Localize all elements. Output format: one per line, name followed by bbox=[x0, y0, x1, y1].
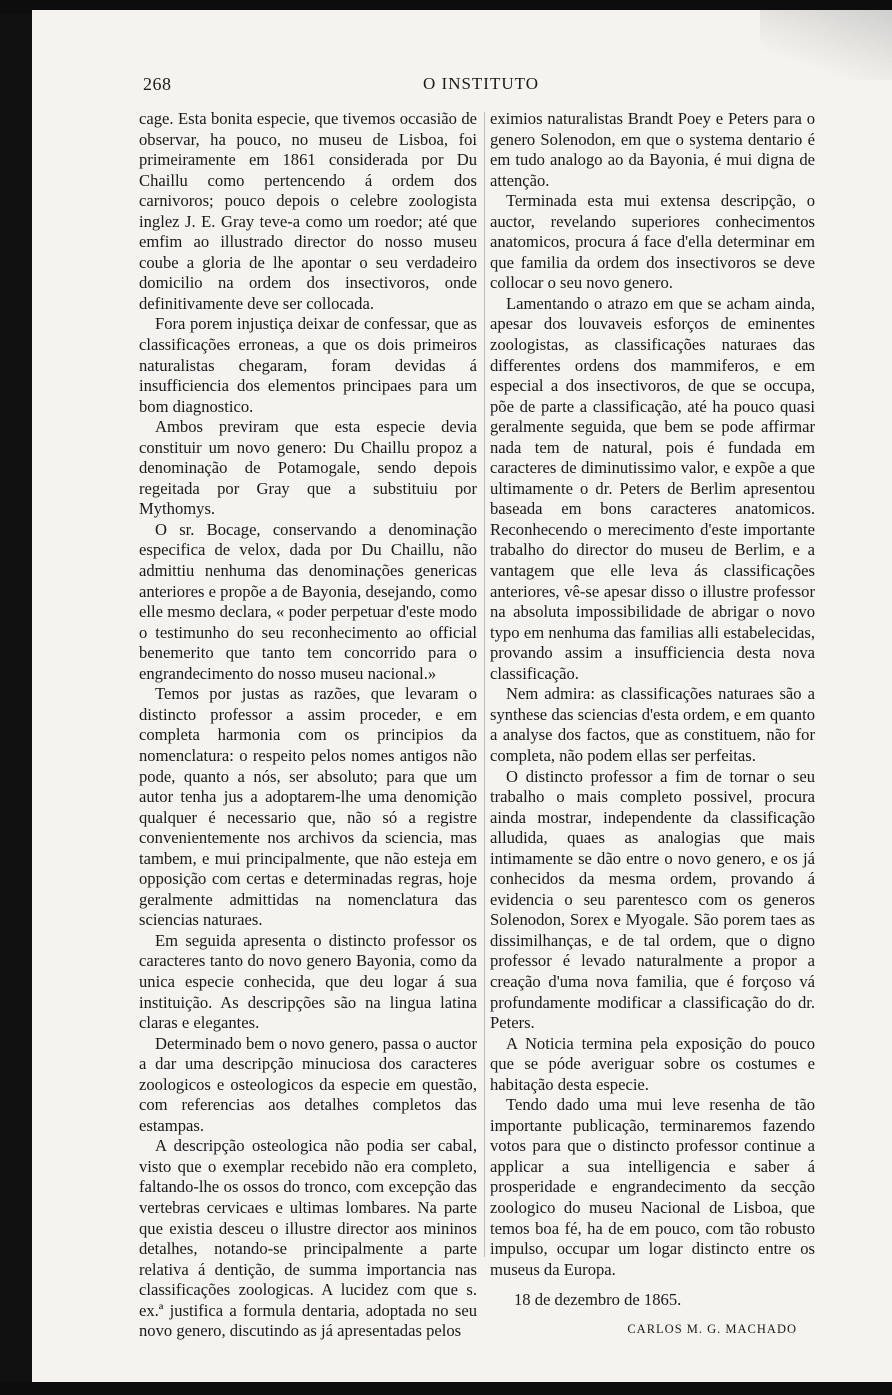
closing-date: 18 de dezembro de 1865. bbox=[514, 1290, 682, 1310]
running-title: O INSTITUTO bbox=[423, 74, 539, 93]
author-signature: CARLOS M. G. MACHADO bbox=[627, 1321, 797, 1336]
paragraph: Em seguida apresenta o distincto professor os caracteres tanto do novo genero Bayonia, como da unica especie conhecida, que deu logar á sua instituição. As descripções são na lingua latina claras e elegantes. bbox=[139, 930, 477, 1033]
paragraph: Nem admira: as classificações naturaes são a synthese das sciencias d'esta ordem, e em quanto a analyse dos factos, que as constituem, não for completa, não podem ellas ser perfeitas. bbox=[490, 684, 815, 765]
paragraph: Ambos previram que esta especie devia constituir um novo genero: Du Chaillu propoz a denominação de Potamogale, sendo depois regeitada por Gray que a substituiu por Mythomys. bbox=[139, 417, 477, 519]
paragraph: cage. Esta bonita especie, que tivemos occasião de observar, ha pouco, no museu de Lisboa, foi primeiramente em 1861 considerada por Du Chaillu como pertencendo á ordem dos carnivoros; pouco depois o celebre zoologista inglez J. E. Gray teve-a como um roedor; até que emfim ao illustrado director do nosso museu coube a gloria de lhe apontar o seu verdadeiro domicilio na ordem dos insectivoros, onde definitivamente deve ser collocada. bbox=[139, 109, 477, 313]
paragraph: O distincto professor a fim de tornar o seu trabalho o mais completo possivel, procura ainda mostrar, independente da classificação alludida, quaes as analogias que mais intimamente se dão entre o novo genero, e os já conhecidos da mesma ordem, provando á evidencia o seu parentesco com os generos Solenodon, Sorex e Myogale. São porem taes as dissimilhanças, e de tal ordem, que o digno professor é levado naturalmente a propor a creação d'uma nova familia, que é forçoso vá profundamente modificar a classificação do dr. Peters. bbox=[490, 766, 815, 1033]
left-column bbox=[139, 109, 477, 1342]
paragraph: eximios naturalistas Brandt Poey e Peters para o genero Solenodon, em que o systema dentario é em tudo analogo ao da Bayonia, é mui digna de attenção. bbox=[490, 109, 815, 190]
right-column bbox=[490, 109, 815, 1339]
paragraph: Terminada esta mui extensa descripção, o auctor, revelando superiores conhecimentos anatomicos, procura á face d'ella determinar em que familia da ordem dos insectivoros se deve collocar o seu novo genero. bbox=[490, 191, 815, 293]
paragraph: Fora porem injustiça deixar de confessar, que as classificações erroneas, a que os dois primeiros naturalistas chegaram, foram devidas á insufficiencia dos elementos principaes para um bom diagnostico. bbox=[139, 314, 477, 416]
right-column-paragraphs bbox=[490, 109, 815, 1280]
column-divider bbox=[484, 112, 485, 1257]
paragraph: Tendo dado uma mui leve resenha de tão importante publicação, terminaremos fazendo votos para que o distincto professor continue a applicar a sua intelligencia e saber á prosperidade e engrandecimento da secção zoologico do museu Nacional de Lisboa, que temos boa fé, ha de em pouco, com tão robusto impulso, occupar um logar distincto entre os museus da Europa. bbox=[490, 1095, 815, 1279]
page-header bbox=[0, 70, 892, 100]
paragraph: O sr. Bocage, conservando a denominação especifica de velox, dada por Du Chaillu, não admittiu nenhuma das denominações genericas anteriores e propõe a de Bayonia, desejando, como elle mesmo declara, « poder perpetuar d'este modo o testimunho do seu reconhecimento ao official benemerito que tanto tem concorrido para o engrandecimento do nosso museu nacional.» bbox=[139, 519, 477, 683]
page-number: 268 bbox=[143, 74, 172, 94]
paragraph: A descripção osteologica não podia ser cabal, visto que o exemplar recebido não era completo, faltando-lhe os ossos do tronco, com excepção das vertebras cervicaes e ultimas lombares. Na parte que existia desceu o illustre director aos mininos detalhes, notando-se principalmente a parte relativa á dentição, de summa importancia nas classificações zoologicas. A lucidez com que s. ex.ª justifica a formula dentaria, adoptada no seu novo genero, discutindo as já apresentadas pelos bbox=[139, 1136, 477, 1341]
scan-border-bottom bbox=[0, 1382, 892, 1395]
paragraph: A Noticia termina pela exposição do pouco que se póde averiguar sobre os costumes e habitação desta especie. bbox=[490, 1033, 815, 1094]
paragraph: Temos por justas as razões, que levaram o distincto professor a assim proceder, e em completa harmonia com os principios da nomenclatura: o respeito pelos nomes antigos não pode, quanto a nós, ser absoluto; para que um autor tenha jus a adoptarem-lhe uma denomição qualquer é necessario que, não só a registre convenientemente nos archivos da sciencia, mas tambem, e mui principalmente, que não esteja em opposição com certas e determinadas regras, hoje geralmente admittidas na nomenclatura das sciencias naturaes. bbox=[139, 684, 477, 930]
paragraph: Determinado bem o novo genero, passa o auctor a dar uma descripção minuciosa dos caracteres zoologicos e osteologicos da especie em questão, com referencias aos detalhes completos das estampas. bbox=[139, 1033, 477, 1135]
paragraph: Lamentando o atrazo em que se acham ainda, apesar dos louvaveis esforços de eminentes zoologistas, as classificações naturaes das differentes ordens dos mammiferos, e em especial a dos insectivoros, de que se occupa, põe de parte a classificação, até ha pouco quasi geralmente seguida, que bem se pode affirmar nada tem de natural, pois é fundada em caracteres de diminutissimo valor, e expõe a que ultimamente o dr. Peters de Berlim apresentou baseada em bons caracteres anatomicos. Reconhecendo o merecimento d'este importante trabalho do director do museu de Berlim, e a vantagem que elle leva ás classificações anteriores, vê-se apesar disso o illustre professor na absoluta impossibilidade de abrigar o novo typo em nenhuma das familias alli estabelecidas, provando assim a insufficiencia desta nova classificação. bbox=[490, 293, 815, 683]
